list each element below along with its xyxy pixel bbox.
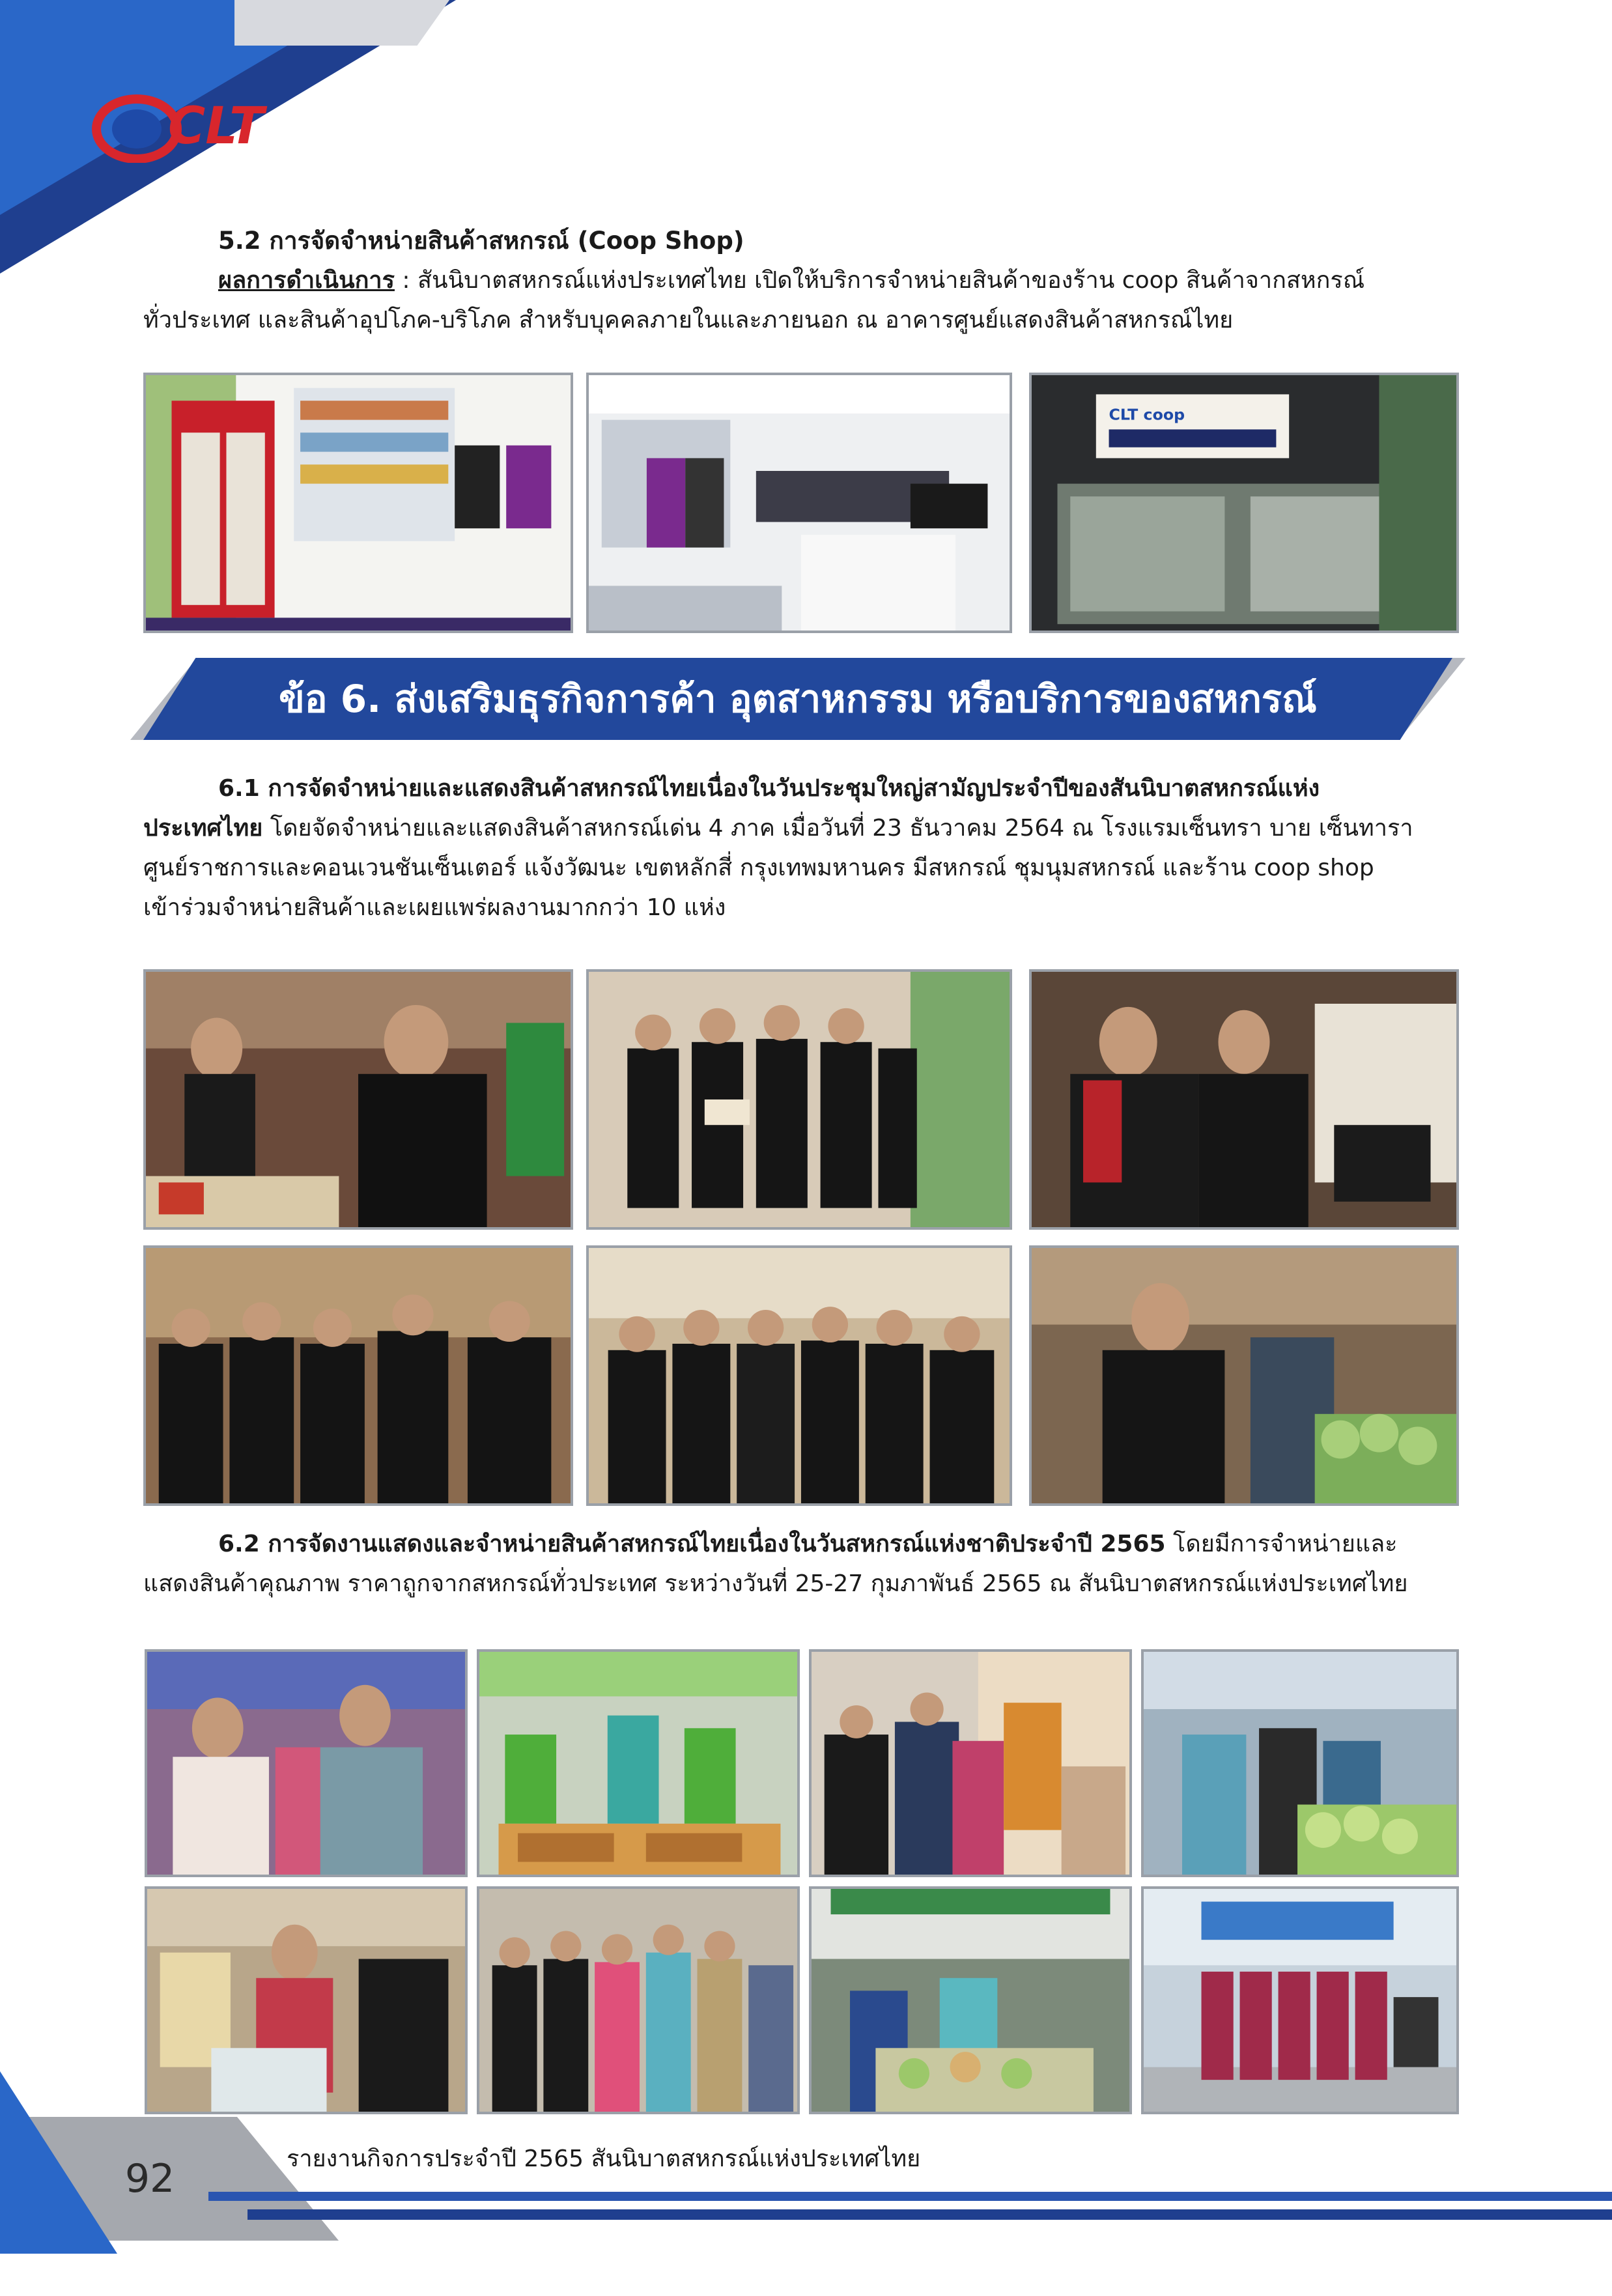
photo-event-62-5: [145, 1886, 468, 2114]
footer-report-title: รายงานกิจการประจำปี 2565 สันนิบาตสหกรณ์แห่งประเทศไทย: [287, 2146, 921, 2172]
photo-event-62-7: [809, 1886, 1132, 2114]
section-62-lead: 6.2 การจัดงานแสดงและจำหน่ายสินค้าสหกรณ์ไทยเนื่องในวันสหกรณ์แห่งชาติประจำปี 2565: [218, 1531, 1166, 1557]
section-61-line3: ศูนย์ราชการและคอนเวนชันเซ็นเตอร์ แจ้งวัฒนะ เขตหลักสี่ กรุงเทพมหานคร มีสหกรณ์ ชุมนุมสหกรณ์ และร้าน coop shop: [143, 855, 1374, 881]
photo-event-61-5: [586, 1245, 1012, 1506]
photo-event-62-4: [1141, 1649, 1459, 1877]
logo-text: CLT: [168, 97, 264, 156]
footer-line: [208, 2192, 1612, 2201]
photo-event-62-2: [477, 1649, 800, 1877]
section-61-line4: เข้าร่วมจำหน่ายสินค้าและเผยแพร่ผลงานมากกว่า 10 แห่ง: [143, 894, 726, 921]
section-52-heading: 5.2 การจัดจำหน่ายสินค้าสหกรณ์ (Coop Shop): [218, 227, 744, 255]
result-label: ผลการดำเนินการ: [218, 267, 395, 294]
photo-event-62-8: [1141, 1886, 1459, 2114]
photo-event-61-1: [143, 969, 573, 1230]
section-52-paragraph: [143, 261, 1459, 340]
section-52-line1: : สันนิบาตสหกรณ์แห่งประเทศไทย เปิดให้บริการจำหน่ายสินค้าของร้าน coop สินค้าจากสหกรณ์: [394, 267, 1365, 294]
photo-event-61-6: [1029, 1245, 1459, 1506]
section-61-paragraph: [143, 769, 1459, 928]
photo-event-62-3: [809, 1649, 1132, 1877]
photo-event-61-2: [586, 969, 1012, 1230]
banner-title: ข้อ 6. ส่งเสริมธุรกิจการค้า อุตสาหกรรม หรือบริการของสหกรณ์: [279, 677, 1317, 721]
photo-event-62-1: [145, 1649, 468, 1877]
section-62-paragraph: [143, 1524, 1459, 1604]
clt-logo: [91, 91, 293, 163]
corner-decoration-grey: [234, 0, 449, 46]
page-number: 92: [124, 2156, 175, 2202]
photo-coop-shop-storefront: [1029, 373, 1459, 633]
section-61-lead2: ประเทศไทย: [143, 815, 263, 842]
photo-event-62-6: [477, 1886, 800, 2114]
section-52-line2: ทั่วประเทศ และสินค้าอุปโภค-บริโภค สำหรับบุคคลภายในและภายนอก ณ อาคารศูนย์แสดงสินค้าสหกรณ์ไทย: [143, 307, 1234, 333]
section-62-line1: โดยมีการจำหน่ายและ: [1165, 1531, 1398, 1557]
photo-event-61-3: [1029, 969, 1459, 1230]
shop-sign-text: CLT coop: [1109, 405, 1185, 424]
footer-line-dark: [247, 2209, 1612, 2220]
photo-coop-shop-interior-2: [586, 373, 1012, 633]
photo-coop-shop-interior-1: [143, 373, 573, 633]
photo-event-61-4: [143, 1245, 573, 1506]
section-61-lead: 6.1 การจัดจำหน่ายและแสดงสินค้าสหกรณ์ไทยเนื่องในวันประชุมใหญ่สามัญประจำปีของสันนิบาตสหกรณ์แห่ง: [218, 775, 1320, 802]
section-61-line2: โดยจัดจำหน่ายและแสดงสินค้าสหกรณ์เด่น 4 ภาค เมื่อวันที่ 23 ธันวาคม 2564 ณ โรงแรมเซ็นทรา บาย เซ็นทารา: [262, 815, 1413, 842]
section-62-line2: แสดงสินค้าคุณภาพ ราคาถูกจากสหกรณ์ทั่วประเทศ ระหว่างวันที่ 25-27 กุมภาพันธ์ 2565 ณ สันนิบาตสหกรณ์แห่งประเทศไทย: [143, 1570, 1408, 1597]
